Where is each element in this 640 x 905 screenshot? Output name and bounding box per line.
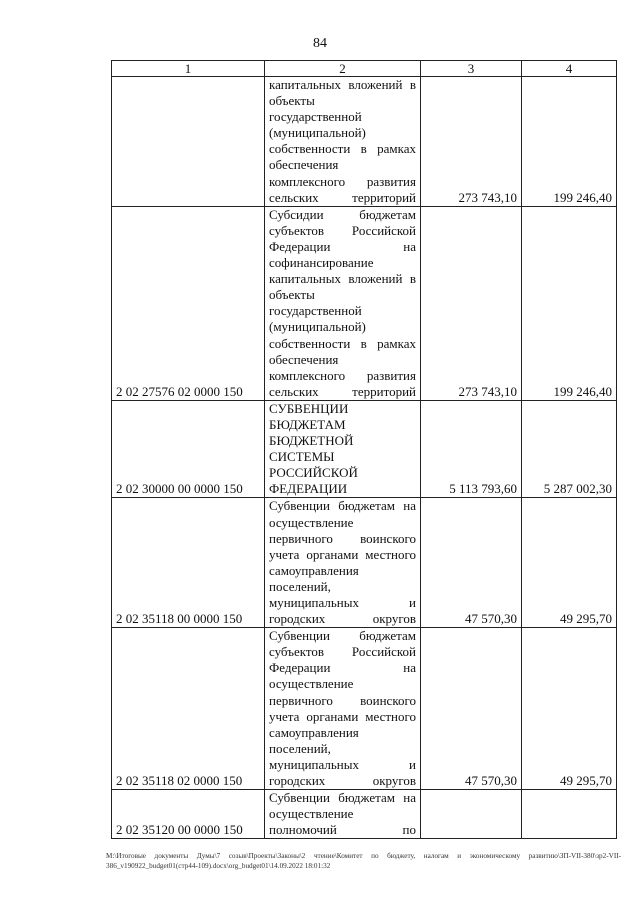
column-header: 2	[265, 61, 421, 77]
row-name	[265, 206, 421, 400]
row-name-line: собственности в рамках	[269, 141, 416, 157]
table-body	[112, 77, 617, 839]
row-name-line: Субвенции бюджетам	[269, 628, 416, 644]
row-name-line: осуществление	[269, 806, 354, 822]
row-code: 2 02 30000 00 0000 150	[112, 400, 265, 498]
row-name-line: обеспечения	[269, 157, 339, 173]
row-name-line: Субвенции бюджетам на	[269, 790, 416, 806]
row-name-line: капитальных вложений в	[269, 271, 416, 287]
row-name-line: субъектов Российской	[269, 644, 416, 660]
row-code	[112, 77, 265, 207]
budget-table	[111, 60, 617, 839]
row-name	[265, 498, 421, 628]
row-name-line: РОССИЙСКОЙ	[269, 465, 358, 481]
row-value-2023: 47 570,30	[421, 628, 522, 790]
row-name-line: комплексного развития	[269, 173, 416, 189]
row-name-line: БЮДЖЕТАМ	[269, 416, 346, 432]
row-name-line: государственной	[269, 109, 362, 125]
row-name	[265, 400, 421, 498]
row-name-line: городских округов	[269, 611, 416, 627]
row-name-line: капитальных вложений в	[269, 77, 416, 92]
row-code: 2 02 35118 00 0000 150	[112, 498, 265, 628]
row-name-line: сельских территорий	[269, 189, 416, 205]
table-row	[112, 77, 617, 207]
row-code: 2 02 35118 02 0000 150	[112, 628, 265, 790]
table-row	[112, 400, 617, 498]
row-name-line: СУБВЕНЦИИ	[269, 400, 349, 416]
row-name-line: обеспечения	[269, 351, 339, 367]
row-name-line: (муниципальной)	[269, 125, 366, 141]
table-row	[112, 628, 617, 790]
table-row	[112, 206, 617, 400]
row-name-line: государственной	[269, 303, 362, 319]
row-name-line: осуществление	[269, 676, 354, 692]
row-code: 2 02 27576 02 0000 150	[112, 206, 265, 400]
row-value-2024: 199 246,40	[522, 206, 617, 400]
header-row	[112, 61, 617, 77]
row-name-line: СИСТЕМЫ	[269, 449, 335, 465]
row-value-2023	[421, 790, 522, 839]
row-name-line: софинансирование	[269, 255, 374, 271]
row-value-2024: 49 295,70	[522, 628, 617, 790]
file-path-footer: M:\Итоговые документы Думы\7 созыв\Проекты\Законы\2 чтение\Комитет по бюджету, налогам и экономическому развитию\ЗП-VII-380\зр2-VII-386_v190922_budget01(стр44-109).docx\org_budget01\14.09.2022 18:01:32	[106, 852, 621, 870]
row-name-line: Федерации на	[269, 238, 416, 254]
row-name-line: осуществление	[269, 514, 354, 530]
row-name-line: комплексного развития	[269, 367, 416, 383]
row-name-line: Субсидии бюджетам	[269, 206, 416, 222]
row-name-line: полномочий по	[269, 822, 416, 838]
table-row	[112, 790, 617, 839]
row-value-2023: 273 743,10	[421, 77, 522, 207]
row-name-line: учета органами местного	[269, 546, 416, 562]
row-value-2024: 49 295,70	[522, 498, 617, 628]
row-name-line: городских округов	[269, 773, 416, 789]
row-name-line: ФЕДЕРАЦИИ	[269, 481, 348, 497]
row-name-line: учета органами местного	[269, 708, 416, 724]
row-name-line: муниципальных и	[269, 595, 416, 610]
row-name-line: сельских территорий	[269, 383, 416, 399]
column-header: 4	[522, 61, 617, 77]
row-value-2024: 5 287 002,30	[522, 400, 617, 498]
row-name-line: самоуправления	[269, 724, 359, 740]
column-header: 1	[112, 61, 265, 77]
row-name-line: Федерации на	[269, 660, 416, 676]
row-name-line: объекты	[269, 287, 315, 303]
row-name-line: первичного воинского	[269, 530, 416, 546]
column-header: 3	[421, 61, 522, 77]
row-name-line: самоуправления	[269, 562, 359, 578]
row-name-line: муниципальных и	[269, 756, 416, 772]
row-code: 2 02 35120 00 0000 150	[112, 790, 265, 839]
row-name-line: БЮДЖЕТНОЙ	[269, 433, 354, 449]
row-value-2023: 5 113 793,60	[421, 400, 522, 498]
table-row	[112, 498, 617, 628]
row-name-line: Субвенции бюджетам на	[269, 498, 416, 514]
row-value-2024	[522, 790, 617, 839]
row-name	[265, 790, 421, 839]
row-name	[265, 77, 421, 207]
page-number: 84	[313, 36, 327, 51]
row-name-line: первичного воинского	[269, 692, 416, 708]
row-value-2024: 199 246,40	[522, 77, 617, 207]
row-name-line: собственности в рамках	[269, 335, 416, 351]
row-value-2023: 47 570,30	[421, 498, 522, 628]
row-name	[265, 628, 421, 790]
row-name-line: поселений,	[269, 578, 331, 594]
row-name-line: (муниципальной)	[269, 319, 366, 335]
row-name-line: субъектов Российской	[269, 222, 416, 238]
row-name-line: поселений,	[269, 740, 331, 756]
row-value-2023: 273 743,10	[421, 206, 522, 400]
row-name-line: объекты	[269, 93, 315, 109]
